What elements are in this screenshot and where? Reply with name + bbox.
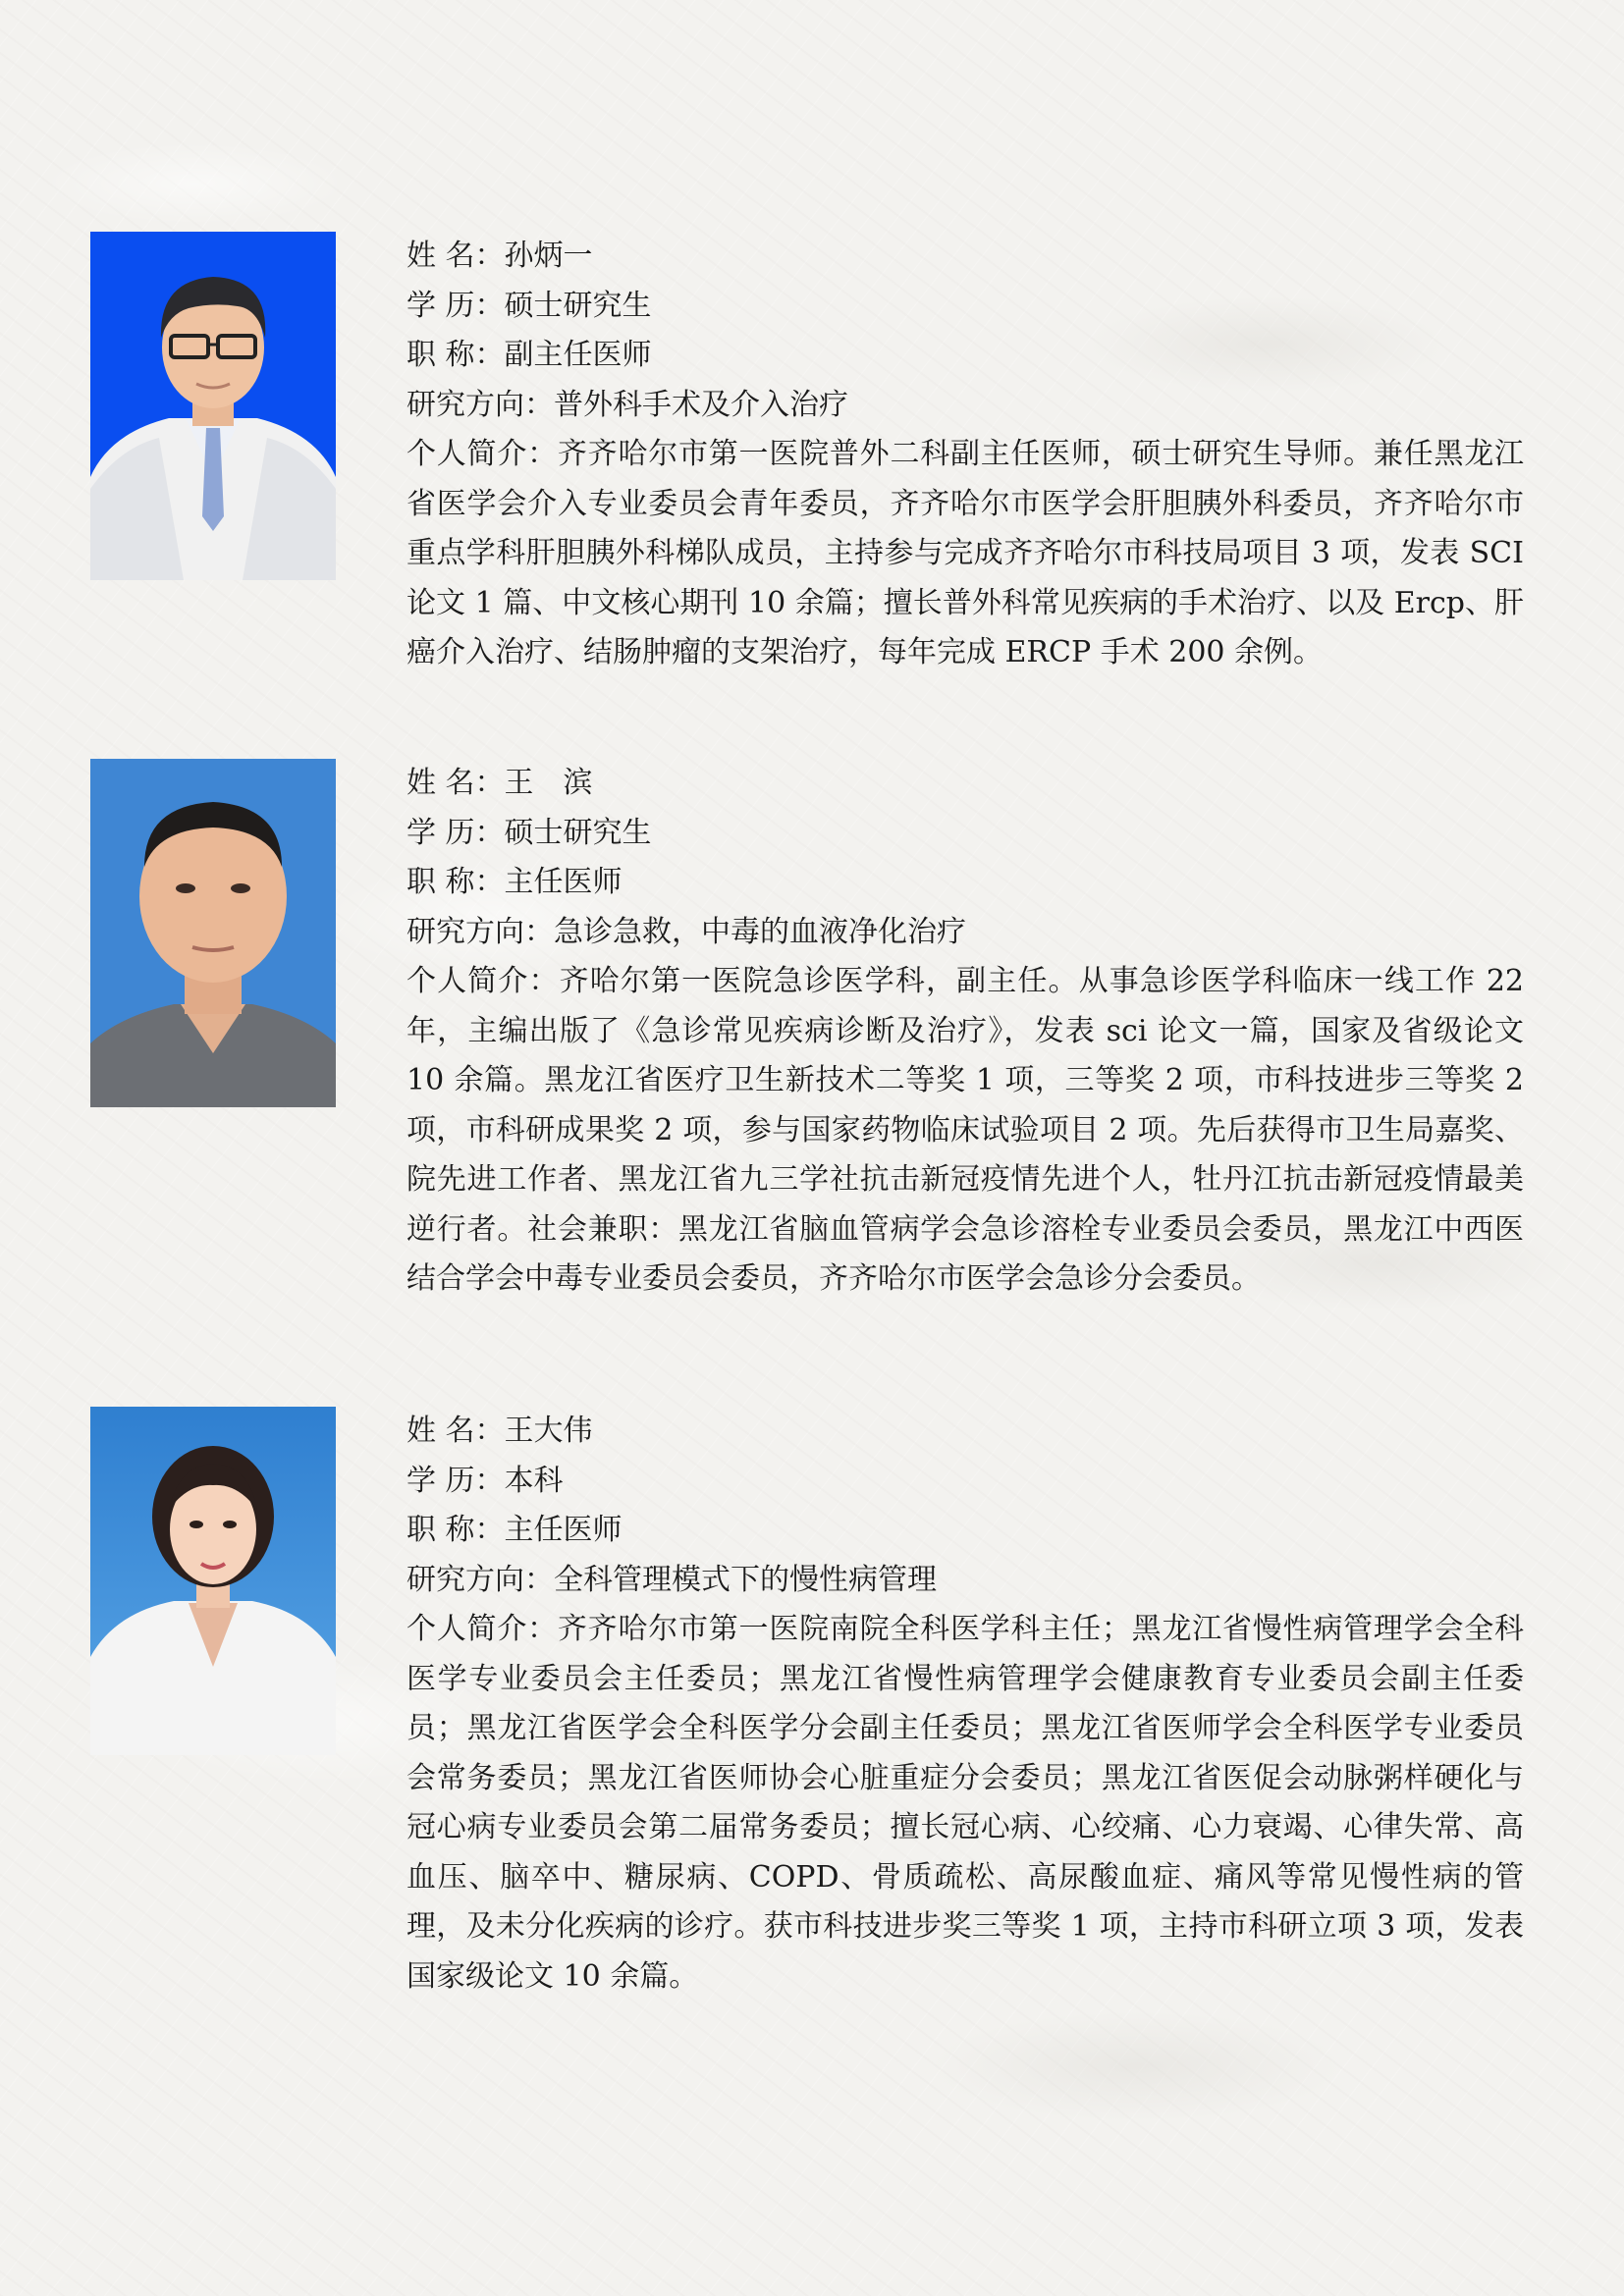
research-label: 研究方向： bbox=[406, 1562, 554, 1597]
doctor-name: 王 滨 bbox=[504, 766, 593, 800]
doctor-name: 王大伟 bbox=[504, 1414, 593, 1448]
bio-text: 齐哈尔第一医院急诊医学科，副主任。从事急诊医学科临床一线工作 22 年，主编出版了《急诊常见疾病诊断及治疗》，发表 sci 论文一篇，国家及省级论文 10 余篇。黑龙江省医疗卫生新技术二等奖 1 项，三等奖 2 项，市科技进步三等奖 2 项，市科研成果奖 2 项，参与国家药物临床试验项目 2 项。先后获得市卫生局嘉奖、院先进工作者、黑龙江省九三学社抗击新冠疫情先进个人，牡丹江抗击新冠疫情最美逆行者。社会兼职：黑龙江省脑血管病学会急诊溶栓专业委员会委员，黑龙江中西医结合学会中毒专业委员会委员，齐齐哈尔市医学会急诊分会委员。 bbox=[406, 964, 1525, 1296]
doctor-name: 孙炳一 bbox=[504, 239, 593, 273]
title-label: 职 称： bbox=[406, 338, 505, 372]
name-label: 姓 名： bbox=[406, 1414, 505, 1448]
research-value: 全科管理模式下的慢性病管理 bbox=[554, 1562, 937, 1597]
portrait-photo-icon bbox=[90, 759, 336, 1107]
title-label: 职 称： bbox=[406, 865, 505, 899]
education-label: 学 历： bbox=[406, 1463, 505, 1498]
research-value: 急诊急救，中毒的血液净化治疗 bbox=[554, 914, 966, 949]
research-value: 普外科手术及介入治疗 bbox=[554, 387, 848, 422]
education-value: 本科 bbox=[504, 1463, 564, 1498]
title-value: 主任医师 bbox=[504, 865, 623, 899]
education-value: 硕士研究生 bbox=[504, 288, 652, 323]
bio-text: 齐齐哈尔市第一医院南院全科医学科主任；黑龙江省慢性病管理学会全科医学专业委员会主任委员；黑龙江省慢性病管理学会健康教育专业委员会副主任委员；黑龙江省医学会全科医学分会副主任委员；黑龙江省医师学会全科医学专业委员会常务委员；黑龙江省医师协会心脏重症分会委员；黑龙江省医促会动脉粥样硬化与冠心病专业委员会第二届常务委员；擅长冠心病、心绞痛、心力衰竭、心律失常、高血压、脑卒中、糖尿病、COPD、骨质疏松、高尿酸血症、痛风等常见慢性病的管理，及未分化疾病的诊疗。获市科技进步奖三等奖 1 项，主持市科研立项 3 项，发表国家级论文 10 余篇。 bbox=[406, 1612, 1525, 1994]
name-label: 姓 名： bbox=[406, 766, 505, 800]
research-label: 研究方向： bbox=[406, 387, 554, 422]
education-label: 学 历： bbox=[406, 815, 505, 850]
name-label: 姓 名： bbox=[406, 239, 505, 273]
title-value: 副主任医师 bbox=[504, 338, 652, 372]
profile-info bbox=[406, 759, 1524, 1305]
research-label: 研究方向： bbox=[406, 914, 554, 949]
bio-text: 齐齐哈尔市第一医院普外二科副主任医师，硕士研究生导师。兼任黑龙江省医学会介入专业委员会青年委员，齐齐哈尔市医学会肝胆胰外科委员，齐齐哈尔市重点学科肝胆胰外科梯队成员，主持参与完成齐齐哈尔市科技局项目 3 项，发表 SCI 论文 1 篇、中文核心期刊 10 余篇；擅长普外科常见疾病的手术治疗、以及 Ercp、肝癌介入治疗、结肠肿瘤的支架治疗，每年完成 ERCP 手术 200 余例。 bbox=[406, 437, 1525, 669]
bio-label: 个人简介： bbox=[406, 1612, 558, 1646]
portrait-photo-icon bbox=[90, 1407, 336, 1755]
portrait-photo-icon bbox=[90, 232, 336, 580]
profile-info bbox=[406, 232, 1524, 678]
bio-label: 个人简介： bbox=[406, 964, 560, 998]
profile-info bbox=[406, 1407, 1524, 2002]
title-value: 主任医师 bbox=[504, 1513, 623, 1547]
title-label: 职 称： bbox=[406, 1513, 505, 1547]
bio-label: 个人简介： bbox=[406, 437, 558, 471]
education-value: 硕士研究生 bbox=[504, 815, 652, 850]
education-label: 学 历： bbox=[406, 288, 505, 323]
